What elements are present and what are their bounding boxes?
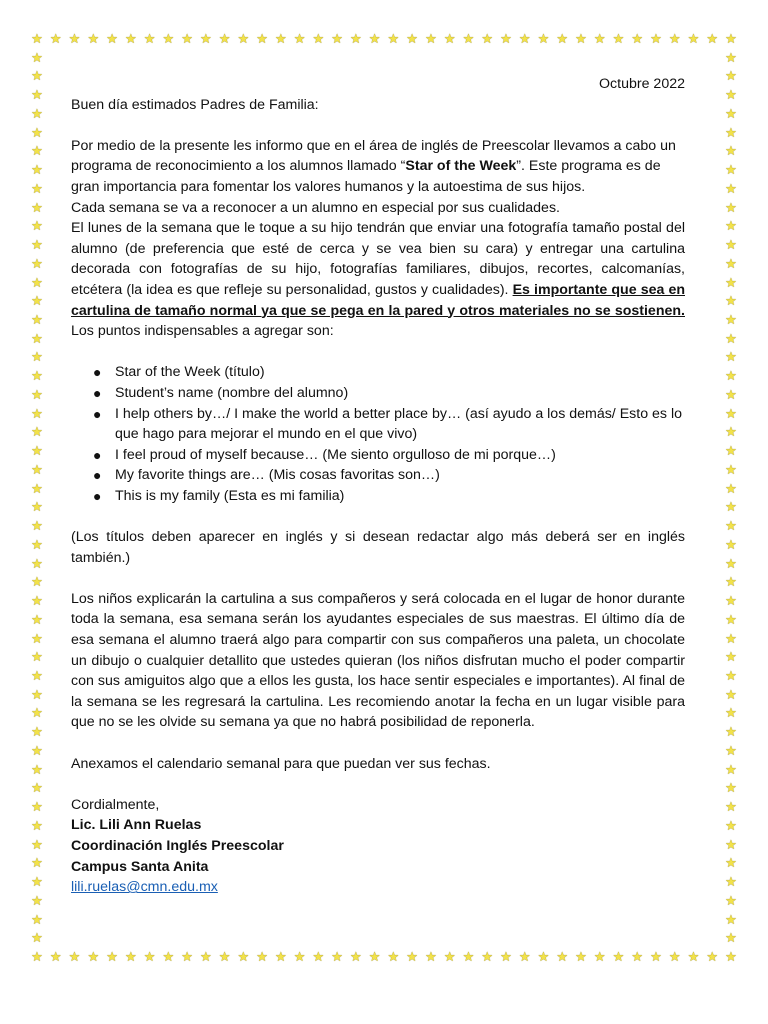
star-icon: ★ (31, 237, 43, 253)
star-icon: ★ (706, 31, 719, 46)
star-icon: ★ (668, 31, 681, 46)
star-icon: ★ (106, 31, 118, 46)
signature-campus: Campus Santa Anita (71, 858, 209, 875)
star-icon: ★ (725, 87, 737, 103)
star-icon: ★ (725, 237, 737, 253)
letter-date: Octubre 2022 (599, 76, 685, 92)
star-icon: ★ (31, 274, 43, 290)
star-icon: ★ (31, 424, 43, 440)
star-icon: ★ (199, 31, 212, 46)
star-icon: ★ (518, 31, 531, 46)
star-icon: ★ (725, 780, 737, 796)
presentation-paragraph: Los niños explicarán la cartulina a sus compañeros y será colocada en el lugar de honor durante toda la semana, esa semana serán los ayudantes especiales de sus maestras. El último día de esa semana el alumno traerá algo para compartir con sus compañeros una paleta, un chocolate un dibujo o cualquier detallito que ustedes quieran (los niños disfrutan mucho el poder compartir con sus amiguitos algo que a ellos les gusta, los hace sentir especiales e importantes). Al final de la semana se les regresará la cartulina. Les recomiendo anotar la fecha en un lugar visible para que no se les olvide su semana ya que no habrá posibilidad de reponerla. (71, 590, 685, 731)
star-icon: ★ (199, 949, 212, 964)
star-icon: ★ (106, 949, 118, 964)
weekly-paragraph: Cada semana se va a reconocer a un alumno en especial por sus cualidades. (71, 199, 560, 216)
email-link[interactable]: lili.ruelas@cmn.edu.mx (71, 879, 218, 896)
star-icon: ★ (725, 799, 737, 815)
star-icon: ★ (537, 949, 550, 964)
star-icon: ★ (725, 593, 737, 609)
star-icon: ★ (124, 31, 137, 46)
star-icon: ★ (725, 349, 737, 365)
star-icon: ★ (31, 630, 43, 646)
star-icon: ★ (725, 293, 737, 309)
star-icon: ★ (575, 31, 587, 46)
bullet-icon: ● (93, 384, 102, 401)
star-icon: ★ (312, 31, 325, 46)
star-icon: ★ (725, 949, 737, 964)
star-icon: ★ (350, 31, 362, 46)
star-icon: ★ (31, 312, 43, 328)
star-icon: ★ (31, 667, 43, 683)
star-icon: ★ (31, 817, 43, 833)
star-icon: ★ (725, 424, 737, 440)
language-note: (Los títulos deben aparecer en inglés y si desean redactar algo más deberá ser en inglés también.) (71, 529, 685, 566)
letter (71, 70, 685, 898)
star-icon: ★ (124, 949, 137, 964)
star-icon: ★ (406, 949, 418, 964)
star-icon: ★ (331, 949, 343, 964)
star-icon: ★ (31, 705, 43, 721)
star-icon: ★ (31, 574, 43, 590)
star-icon: ★ (31, 911, 43, 927)
star-icon: ★ (31, 87, 43, 103)
star-icon: ★ (537, 31, 550, 46)
star-icon: ★ (256, 31, 268, 46)
star-icon: ★ (31, 443, 43, 459)
star-icon: ★ (725, 255, 737, 271)
star-icon: ★ (31, 930, 43, 946)
list-item: ● This is my family (Esta es mi familia) (71, 486, 685, 507)
signature-email (71, 877, 685, 898)
star-icon: ★ (631, 31, 644, 46)
star-icon: ★ (218, 949, 231, 964)
star-icon: ★ (612, 31, 625, 46)
star-icon: ★ (275, 31, 287, 46)
star-icon: ★ (725, 892, 737, 908)
intro-paragraph (71, 136, 685, 198)
star-icon: ★ (275, 949, 287, 964)
star-icon: ★ (406, 31, 418, 46)
star-icon: ★ (31, 480, 43, 496)
star-icon: ★ (31, 386, 43, 402)
star-icon: ★ (725, 555, 737, 571)
star-icon: ★ (31, 180, 43, 196)
list-item: ● Student’s name (nombre del alumno) (71, 383, 685, 404)
star-icon: ★ (725, 461, 737, 477)
star-icon: ★ (725, 930, 737, 946)
star-icon: ★ (368, 949, 381, 964)
bullet-icon: ● (93, 405, 102, 422)
star-icon: ★ (181, 949, 193, 964)
star-icon: ★ (31, 799, 43, 815)
star-icon: ★ (725, 180, 737, 196)
star-icon: ★ (725, 368, 737, 384)
star-icon: ★ (443, 31, 456, 46)
star-icon: ★ (31, 724, 43, 740)
star-icon: ★ (87, 949, 100, 964)
star-icon: ★ (31, 68, 43, 84)
star-icon: ★ (481, 949, 493, 964)
star-icon: ★ (218, 31, 231, 46)
star-icon: ★ (68, 949, 81, 964)
star-icon: ★ (31, 518, 43, 534)
star-icon: ★ (725, 443, 737, 459)
star-icon: ★ (725, 105, 737, 121)
star-icon: ★ (31, 405, 43, 421)
instructions-text-a: El lunes de la semana que le toque a su hijo tendrán que enviar una fotografía tamaño postal del alumno (de preferencia que esté de cerca y se vea bien su cara) y entregar una cartulina decorada con fotografías de su hijo, fotografías familiares, dibujos, recortes, calcomanías, etcétera (la idea es que refleje su personalidad, gustos y cualidades). (71, 220, 685, 298)
star-icon: ★ (500, 31, 512, 46)
star-icon: ★ (725, 761, 737, 777)
star-icon: ★ (481, 31, 493, 46)
star-icon: ★ (31, 105, 43, 121)
star-icon: ★ (293, 31, 306, 46)
star-icon: ★ (31, 611, 43, 627)
star-icon: ★ (575, 949, 587, 964)
star-icon: ★ (725, 705, 737, 721)
closing: Cordialmente, (71, 796, 160, 813)
star-icon: ★ (631, 949, 644, 964)
star-icon: ★ (387, 31, 400, 46)
star-icon: ★ (31, 255, 43, 271)
list-item: ● My favorite things are… (Mis cosas favoritas son…) (71, 465, 685, 486)
star-icon: ★ (725, 68, 737, 84)
star-icon: ★ (31, 143, 43, 159)
star-icon: ★ (725, 724, 737, 740)
star-icon: ★ (500, 949, 512, 964)
star-icon: ★ (31, 742, 43, 758)
star-icon: ★ (162, 949, 175, 964)
star-icon: ★ (725, 143, 737, 159)
star-icon: ★ (31, 293, 43, 309)
intro-text-a: Por medio de la presente les informo que en el área de inglés de Preescolar llevamos a cabo un programa de reconocimiento a los alumnos llamado “ (71, 137, 676, 175)
star-icon: ★ (31, 593, 43, 609)
star-icon: ★ (725, 124, 737, 140)
star-icon: ★ (350, 949, 362, 964)
star-icon: ★ (293, 949, 306, 964)
star-icon: ★ (650, 949, 662, 964)
star-icon: ★ (331, 31, 343, 46)
star-icon: ★ (725, 274, 737, 290)
list-item: ● Star of the Week (título) (71, 362, 685, 383)
star-icon: ★ (31, 555, 43, 571)
intro-text-b: ”. Este programa es de gran importancia para fomentar los valores humanos y la autoestima de sus hijos. (71, 158, 661, 195)
star-icon: ★ (725, 817, 737, 833)
star-icon: ★ (725, 31, 737, 46)
star-icon: ★ (31, 536, 43, 552)
star-icon: ★ (256, 949, 268, 964)
star-icon: ★ (143, 949, 156, 964)
star-icon: ★ (425, 949, 437, 964)
star-icon: ★ (181, 31, 193, 46)
star-icon: ★ (725, 911, 737, 927)
list-item: ● I feel proud of myself because… (Me siento orgulloso de mi porque…) (71, 445, 685, 466)
greeting: Buen día estimados Padres de Familia: (71, 96, 319, 113)
signature-name: Lic. Lili Ann Ruelas (71, 817, 202, 834)
bullet-icon: ● (93, 487, 102, 504)
star-icon: ★ (312, 949, 325, 964)
star-icon: ★ (49, 949, 62, 964)
signature-role: Coordinación Inglés Preescolar (71, 837, 284, 854)
star-icon: ★ (387, 949, 400, 964)
instructions-paragraph (71, 218, 685, 342)
star-icon: ★ (31, 836, 43, 852)
star-icon: ★ (31, 368, 43, 384)
required-points-list (71, 362, 685, 506)
bullet-icon: ● (93, 446, 102, 463)
star-icon: ★ (143, 31, 156, 46)
star-icon: ★ (31, 686, 43, 702)
star-icon: ★ (31, 949, 43, 964)
star-icon: ★ (425, 31, 437, 46)
star-icon: ★ (49, 31, 62, 46)
list-item: ● I help others by…/ I make the world a better place by… (así ayudo a los demás/ Esto es lo que hago para mejorar el mundo en el que vivo) (93, 405, 682, 443)
calendar-paragraph: Anexamos el calendario semanal para que puedan ver sus fechas. (71, 755, 491, 772)
star-icon: ★ (725, 686, 737, 702)
star-icon: ★ (462, 31, 475, 46)
star-icon: ★ (725, 330, 737, 346)
star-icon: ★ (706, 949, 719, 964)
star-icon: ★ (725, 405, 737, 421)
star-icon: ★ (68, 31, 81, 46)
star-icon: ★ (443, 949, 456, 964)
program-name: Star of the Week (405, 158, 517, 175)
star-icon: ★ (725, 518, 737, 534)
star-icon: ★ (237, 31, 250, 46)
star-icon: ★ (725, 499, 737, 515)
star-icon: ★ (725, 536, 737, 552)
star-icon: ★ (593, 949, 606, 964)
star-icon: ★ (518, 949, 531, 964)
star-icon: ★ (725, 855, 737, 871)
star-icon: ★ (31, 761, 43, 777)
star-icon: ★ (725, 480, 737, 496)
star-icon: ★ (668, 949, 681, 964)
star-icon: ★ (31, 162, 43, 178)
star-icon: ★ (556, 949, 569, 964)
star-icon: ★ (725, 574, 737, 590)
star-icon: ★ (725, 199, 737, 215)
star-icon: ★ (87, 31, 100, 46)
star-icon: ★ (725, 162, 737, 178)
star-icon: ★ (31, 124, 43, 140)
star-icon: ★ (462, 949, 475, 964)
star-icon: ★ (31, 218, 43, 234)
star-icon: ★ (31, 780, 43, 796)
star-icon: ★ (31, 874, 43, 890)
star-icon: ★ (725, 836, 737, 852)
star-icon: ★ (556, 31, 569, 46)
star-icon: ★ (725, 312, 737, 328)
important-note: Es importante que sea en cartulina de tamaño normal ya que se pega en la pared y otros materiales no se sostienen. (71, 281, 685, 319)
instructions-text-b: Los puntos indispensables a agregar son: (71, 323, 334, 340)
bullet-icon: ● (93, 467, 102, 484)
star-icon: ★ (612, 949, 625, 964)
star-icon: ★ (725, 649, 737, 665)
star-icon: ★ (162, 31, 175, 46)
star-icon: ★ (31, 892, 43, 908)
star-icon: ★ (725, 874, 737, 890)
star-icon: ★ (593, 31, 606, 46)
star-icon: ★ (31, 31, 43, 46)
star-icon: ★ (650, 31, 662, 46)
star-icon: ★ (725, 386, 737, 402)
star-icon: ★ (725, 218, 737, 234)
star-icon: ★ (725, 667, 737, 683)
star-icon: ★ (725, 630, 737, 646)
star-icon: ★ (687, 949, 700, 964)
star-icon: ★ (31, 330, 43, 346)
star-icon: ★ (237, 949, 250, 964)
star-icon: ★ (687, 31, 700, 46)
star-icon: ★ (725, 611, 737, 627)
star-icon: ★ (31, 461, 43, 477)
star-icon: ★ (368, 31, 381, 46)
star-icon: ★ (725, 49, 737, 65)
star-icon: ★ (725, 742, 737, 758)
star-icon: ★ (31, 499, 43, 515)
star-icon: ★ (31, 349, 43, 365)
star-icon: ★ (31, 49, 43, 65)
bullet-icon: ● (93, 364, 102, 381)
star-icon: ★ (31, 199, 43, 215)
star-icon: ★ (31, 855, 43, 871)
star-icon: ★ (31, 649, 43, 665)
